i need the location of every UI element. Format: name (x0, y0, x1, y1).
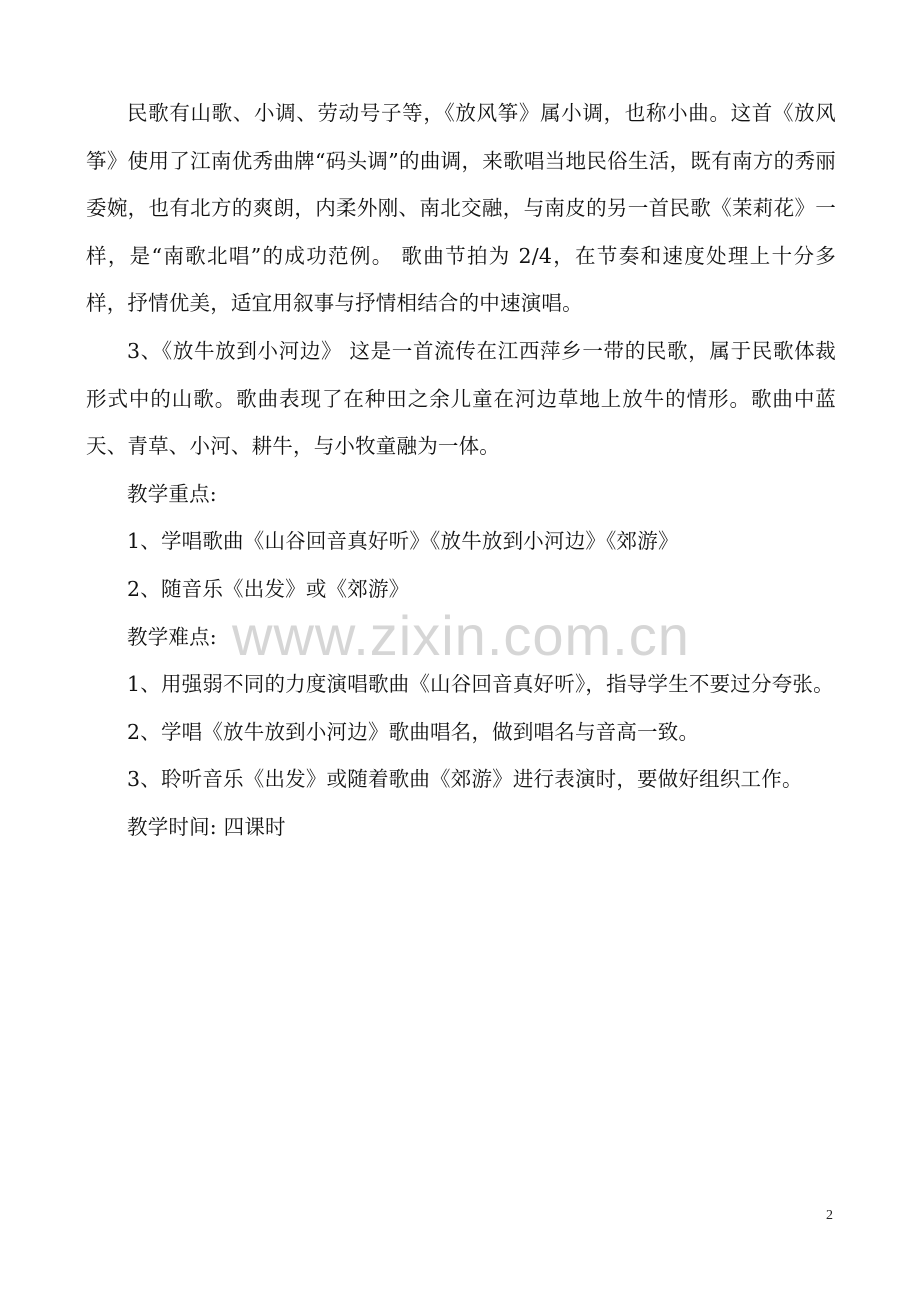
document-body (86, 90, 836, 852)
teaching-time: 教学时间: 四课时 (127, 814, 286, 839)
watermark: www.zixin.com.cn (232, 604, 690, 667)
focus-item-2: 2、随音乐《出发》或《郊游》 (127, 576, 410, 601)
paragraph-fangniu-song: 3、《放牛放到小河边》 这是一首流传在江西萍乡一带的民歌，属于民歌体裁形式中的山歌。歌曲表现了在种田之余儿童在河边草地上放牛的情形。歌曲中蓝天、青草、小河、耕牛，与小牧童融为一体。 (86, 338, 836, 459)
paragraph-intro-fangfengzheng: 民歌有山歌、小调、劳动号子等，《放风筝》属小调，也称小曲。这首《放风筝》使用了江南优秀曲牌“码头调”的曲调，来歌唱当地民俗生活，既有南方的秀丽委婉，也有北方的爽朗，内柔外刚、南北交融，与南皮的另一首民歌《茉莉花》一样，是“南歌北唱”的成功范例。 歌曲节拍为 2/4，在节奏和速度处理上十分多样，抒情优美，适宜用叙事与抒情相结合的中速演唱。 (86, 101, 836, 316)
heading-teaching-focus: 教学重点: (127, 481, 217, 506)
page-number: 2 (826, 1208, 833, 1223)
focus-item-1: 1、学唱歌曲《山谷回音真好听》《放牛放到小河边》《郊游》 (127, 529, 679, 554)
difficulty-item-1: 1、用强弱不同的力度演唱歌曲《山谷回音真好听》，指导学生不要过分夸张。 (127, 672, 834, 697)
difficulty-item-3: 3、聆听音乐《出发》或随着歌曲《郊游》进行表演时，要做好组织工作。 (127, 767, 803, 792)
heading-teaching-difficulty: 教学难点: (127, 624, 217, 649)
difficulty-item-2: 2、学唱《放牛放到小河边》歌曲唱名，做到唱名与音高一致。 (127, 719, 700, 744)
